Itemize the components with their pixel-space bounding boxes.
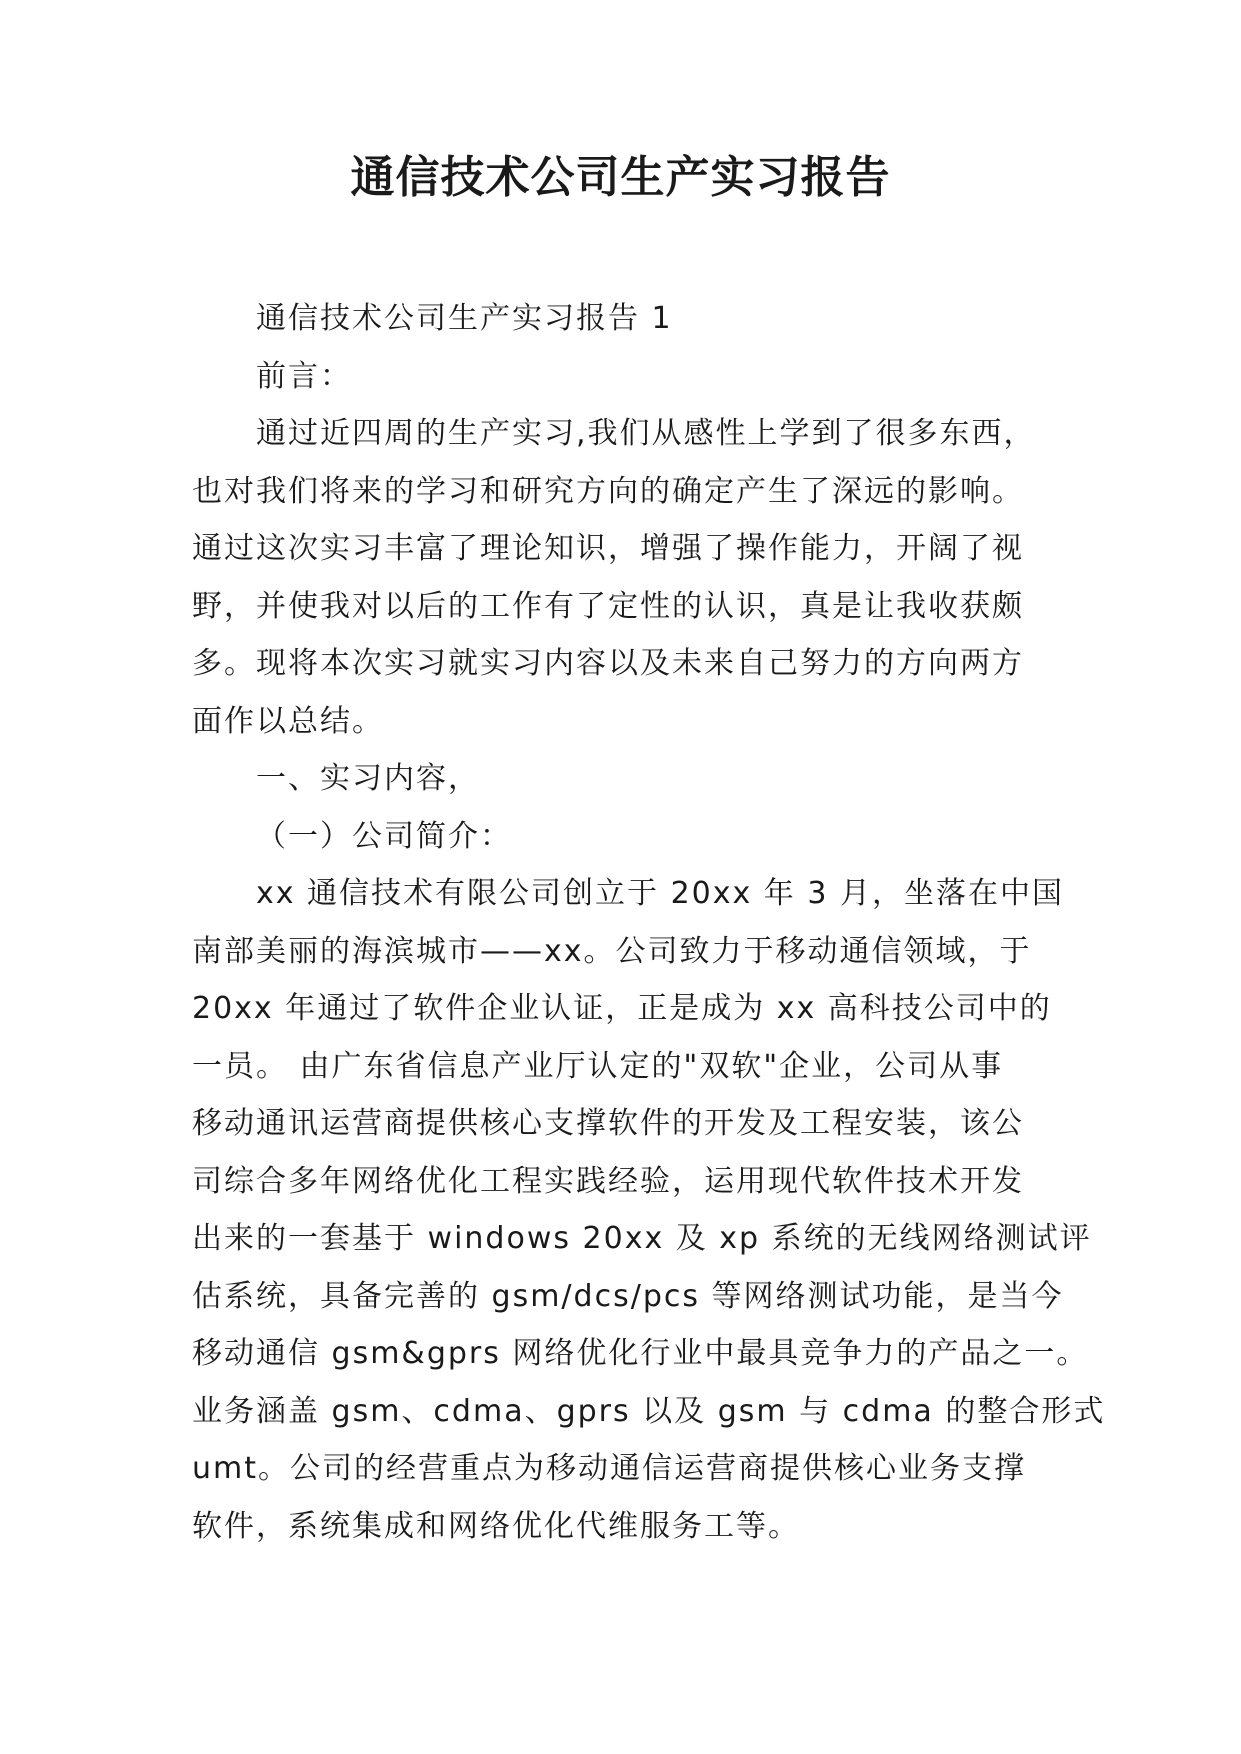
text-line: 移动通信 gsm&gprs 网络优化行业中最具竞争力的产品之一。 [192,1336,1089,1371]
text-line: 多。现将本次实习就实习内容以及未来自己努力的方向两方 [192,646,1024,681]
text-line: 野，并使我对以后的工作有了定性的认识，真是让我收获颇 [192,588,1024,624]
text-line: 面作以总结。 [192,703,384,739]
document-body [192,290,1106,1555]
text-line: 出来的一套基于 windows 20xx 及 xp 系统的无线网络测试评 [192,1221,1092,1256]
text-line: 司综合多年网络优化工程实践经验，运用现代软件技术开发 [192,1163,1024,1199]
text-line: 南部美丽的海滨城市——xx。公司致力于移动通信领域，于 [192,933,1032,969]
text-line: 前言： [256,358,352,394]
text-line: 移动通讯运营商提供核心支撑软件的开发及工程安装，该公 [192,1106,1024,1141]
text-line: 一员。 由广东省信息产业厅认定的"双软"企业，公司从事 [192,1048,1004,1084]
text-line: 通过近四周的生产实习,我们从感性上学到了很多东西， [256,416,1036,451]
document-title: 通信技术公司生产实习报告 [350,152,891,203]
text-line: 估系统，具备完善的 gsm/dcs/pcs 等网络测试功能，是当今 [192,1278,1064,1314]
text-line: 一、实习内容， [256,761,480,796]
text-line: 通信技术公司生产实习报告 1 [256,301,673,336]
text-line: 业务涵盖 gsm、cdma、gprs 以及 gsm 与 cdma 的整合形式 [192,1393,1106,1429]
text-line: 20xx 年通过了软件企业认证，正是成为 xx 高科技公司中的 [192,991,1052,1026]
text-line: 也对我们将来的学习和研究方向的确定产生了深远的影响。 [192,473,1024,509]
text-line: 软件，系统集成和网络优化代维服务工等。 [192,1508,800,1544]
text-line: （一）公司简介： [256,818,512,854]
text-line: 通过这次实习丰富了理论知识，增强了操作能力，开阔了视 [192,531,1024,566]
text-line: umt。公司的经营重点为移动通信运营商提供核心业务支撑 [192,1451,1026,1486]
text-line: xx 通信技术有限公司创立于 20xx 年 3 月，坐落在中国 [256,876,1064,911]
